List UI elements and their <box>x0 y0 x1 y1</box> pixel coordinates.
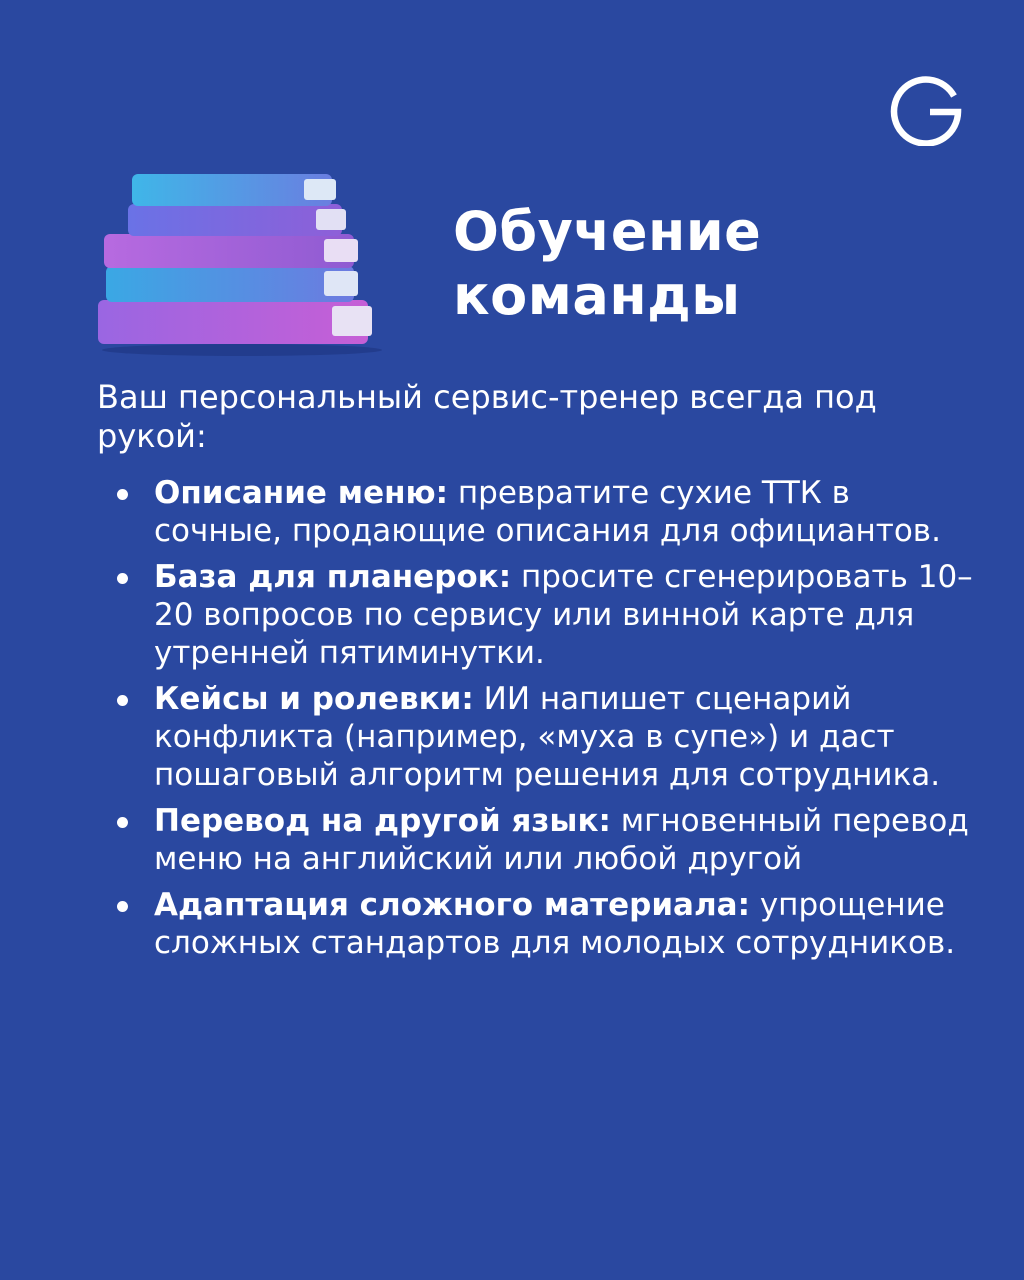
intro-text: Ваш персональный сервис-тренер всегда под рукой: <box>97 378 877 455</box>
feature-list <box>97 474 977 970</box>
page-title <box>453 200 761 328</box>
bullet-dot-icon <box>117 817 128 828</box>
list-item-lead: База для планерок: <box>154 559 512 595</box>
books-stack-icon <box>92 168 392 358</box>
list-item-text: упрощение сложных стандартов для молодых сотрудников. <box>154 887 956 961</box>
list-item <box>97 474 977 550</box>
list-item-text: ИИ напишет сценарий конфликта (например, «муха в супе») и даст пошаговый алгоритм решения для сотрудника. <box>154 681 941 793</box>
bullet-dot-icon <box>117 901 128 912</box>
list-item-lead: Кейсы и ролевки: <box>154 681 474 717</box>
list-item <box>97 802 977 878</box>
list-item-text: мгновенный перевод меню на английский или любой другой <box>154 803 969 877</box>
title-line-1: Обучение <box>453 200 762 263</box>
bullet-dot-icon <box>117 695 128 706</box>
bullet-dot-icon <box>117 573 128 584</box>
list-item-lead: Перевод на другой язык: <box>154 803 611 839</box>
list-item-text: превратите сухие ТТК в сочные, продающие описания для официантов. <box>154 475 941 549</box>
title-line-2: команды <box>453 264 741 327</box>
list-item-text: просите сгенерировать 10–20 вопросов по сервису или винной карте для утренней пятиминутки. <box>154 559 973 671</box>
bullet-dot-icon <box>117 489 128 500</box>
list-item-lead: Описание меню: <box>154 475 449 511</box>
list-item <box>97 680 977 794</box>
list-item-lead: Адаптация сложного материала: <box>154 887 750 923</box>
list-item <box>97 886 977 962</box>
list-item <box>97 558 977 672</box>
g-logo-icon <box>888 74 968 146</box>
